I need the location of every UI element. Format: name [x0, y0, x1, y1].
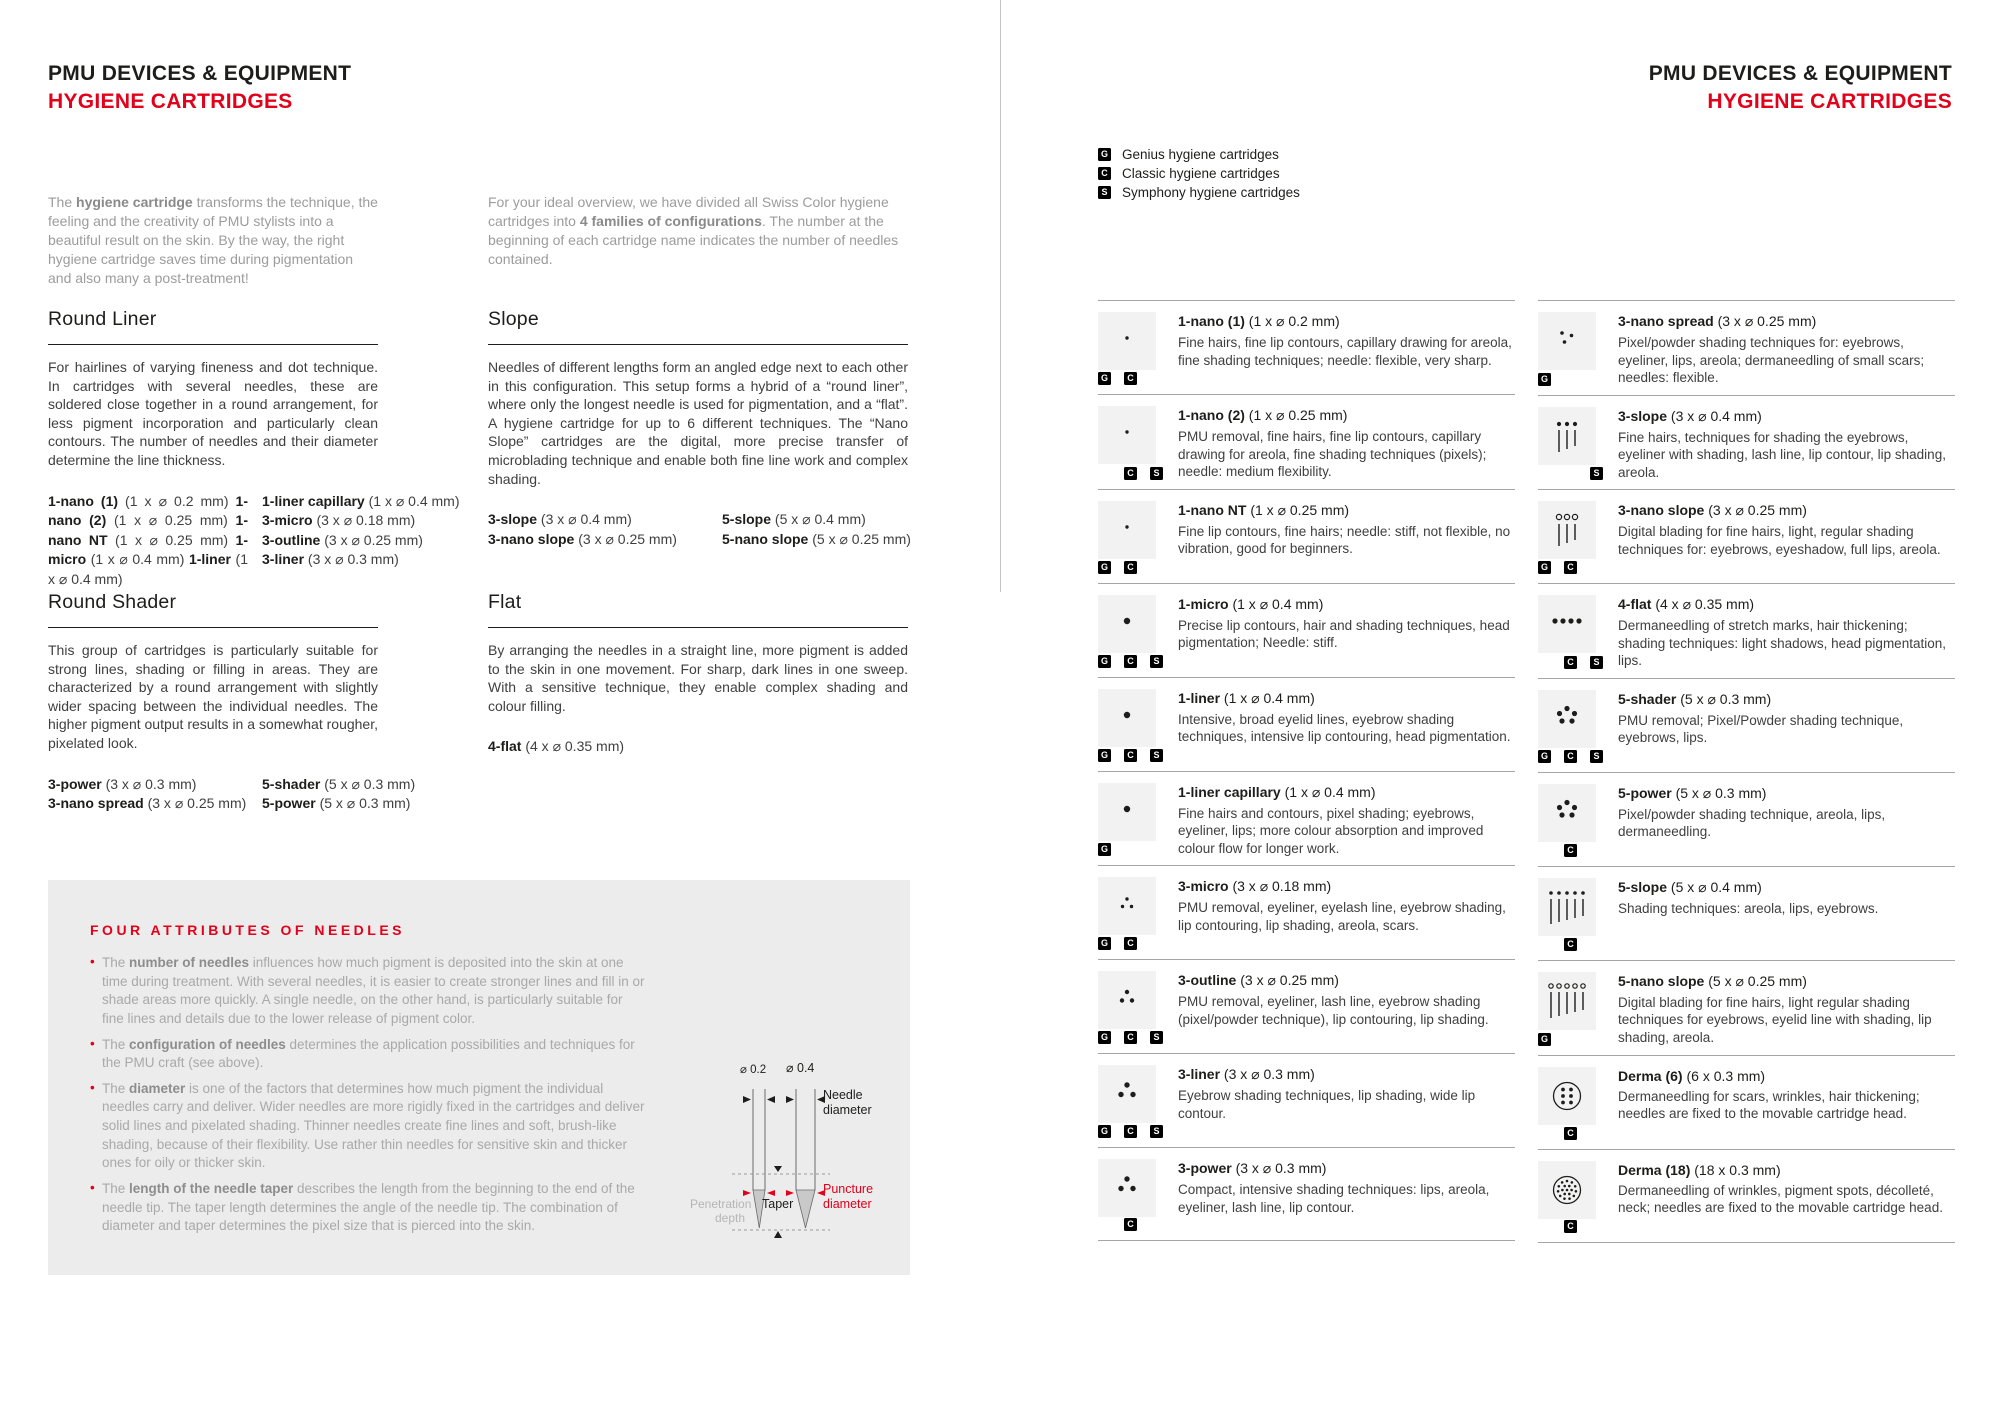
- needle-1-fine-icon: [1098, 312, 1156, 370]
- needle-5-nano-slope-icon: [1538, 972, 1596, 1030]
- cartridge-list-col-a: [48, 492, 248, 590]
- legend-label: Symphony hygiene cartridges: [1122, 185, 1300, 200]
- family-badges: [1098, 749, 1178, 763]
- cartridge-entry-4-flat: [1538, 583, 1955, 678]
- cartridge-list-col-a: [488, 737, 624, 757]
- badge-s-icon: S: [1590, 750, 1603, 763]
- badge-s-icon: S: [1150, 1031, 1163, 1044]
- entry-description: Precise lip contours, hair and shading techniques, head pigmentation; Needle: stiff.: [1178, 617, 1510, 651]
- entry-text: [1178, 595, 1515, 669]
- cartridge-entry-5-shader: [1538, 678, 1955, 772]
- entry-description: Dermaneedling of wrinkles, pigment spots, décolleté, neck; needles are fixed to the movable cartridge head.: [1618, 1182, 1943, 1216]
- badge-g-icon: G: [1538, 373, 1551, 386]
- section-flat: [488, 591, 908, 814]
- badge-c-icon: C: [1098, 167, 1111, 180]
- entry-text: [1618, 1067, 1955, 1141]
- sections-row-1: [48, 308, 911, 590]
- bullet-marker-icon: •: [90, 1035, 95, 1051]
- badge-c-icon: C: [1124, 561, 1137, 574]
- cartridge-list-col-b: [262, 775, 415, 814]
- family-badges: [1538, 373, 1618, 387]
- legend-row-s: [1098, 183, 1300, 202]
- cartridge-entry-derma-6: [1538, 1055, 1955, 1149]
- section-round-shader: [48, 591, 416, 814]
- badge-c-icon: C: [1564, 1127, 1577, 1140]
- badge-s-icon: S: [1150, 1125, 1163, 1138]
- cartridge-list-col-b: [262, 492, 460, 590]
- entry-name: Derma (6) (6 x 0.3 mm): [1618, 1067, 1766, 1084]
- family-badges: [1098, 467, 1178, 481]
- entry-description: Pixel/powder shading techniques for: eyebrows, eyeliner, lips, areola; dermaneedling of small scars; needles: flexible.: [1618, 335, 1925, 386]
- entry-description: Digital blading for fine hairs, light regular shading techniques for eyebrows, eyelid line with shading, lip shading, areola.: [1618, 994, 1932, 1046]
- cartridge-list: [48, 492, 460, 590]
- section-body: For hairlines of varying fineness and dot technique. In cartridges with several needles, these are soldered close together in a round arrangement, for less pigment incorporation and particularly clean contours. The number of needles and their diameter determine the line thickness.: [48, 359, 378, 469]
- cartridge-item: 3-micro (3 x ⌀ 0.18 mm): [262, 512, 416, 529]
- bullet-marker-icon: •: [90, 954, 95, 969]
- entry-text: [1618, 312, 1955, 387]
- cartridge-entry-3-micro: [1098, 865, 1515, 959]
- entry-text: [1178, 1159, 1515, 1232]
- entry-name: 1-liner (1 x ⌀ 0.4 mm): [1178, 689, 1315, 706]
- entry-icon-and-badges: [1538, 1161, 1618, 1234]
- page-subtitle: HYGIENE CARTRIDGES: [48, 90, 293, 113]
- entry-description: Fine hairs, techniques for shading the eyebrows, eyeliner with shading, lash line, lip contour, lip shading, areola.: [1618, 429, 1946, 480]
- needle-5-cluster-icon: [1538, 690, 1596, 748]
- cartridge-entry-3-nano-spread: [1538, 300, 1955, 395]
- badge-c-icon: C: [1564, 938, 1577, 951]
- family-badges: [1538, 844, 1618, 858]
- taper-label: Taper: [762, 1197, 794, 1211]
- section-rule: [48, 627, 378, 628]
- family-badges: [1538, 467, 1618, 481]
- section-title: Slope: [488, 308, 539, 330]
- entry-icon-and-badges: [1538, 407, 1618, 482]
- family-badges: [1538, 656, 1618, 670]
- badge-s-icon: S: [1098, 186, 1111, 199]
- needle-3-nano-slope-icon: [1538, 501, 1596, 559]
- family-badges: [1098, 1218, 1178, 1232]
- entry-icon-and-badges: [1538, 878, 1618, 952]
- needle-5-cluster-icon: [1538, 784, 1596, 842]
- attributes-bullet-list: [48, 954, 646, 1236]
- family-badges: [1538, 750, 1618, 764]
- entry-text: [1618, 972, 1955, 1047]
- entry-icon-and-badges: [1098, 689, 1178, 763]
- derma-6-icon: [1538, 1067, 1596, 1125]
- section-body: Needles of different lengths form an angled edge next to each other in this configuration. This setup forms a hybrid of a “round liner”, where only the longest needle is used for pigmentation, and a “flat”. A hygiene cartridge for up to 6 different techniques. The “Nano Slope” cartridges are the digital, more precise transfer of microblading technique and enable both fine line work and complex shading.: [488, 359, 908, 487]
- sections-row-2: [48, 591, 908, 814]
- entry-description: PMU removal; Pixel/Powder shading technique, eyebrows, lips.: [1618, 712, 1904, 746]
- badge-g-icon: G: [1098, 749, 1111, 762]
- section-body: This group of cartridges is particularly suitable for strong lines, shading or filling in areas. They are characterized by a round arrangement with slightly wider spacing between the individual needles. The higher pigment output results in a somewhat rougher, pixelated look.: [48, 642, 378, 752]
- cartridge-entry-3-power: [1098, 1147, 1515, 1241]
- entry-text: [1618, 784, 1955, 858]
- badge-g-icon: G: [1098, 843, 1111, 856]
- cartridge-item: 1-liner (1 x ⌀ 0.4 mm): [48, 551, 248, 588]
- cartridge-entry-3-slope: [1538, 395, 1955, 490]
- section-slope: [488, 308, 911, 590]
- legend-label: Genius hygiene cartridges: [1122, 147, 1279, 162]
- entry-text: [1618, 407, 1955, 482]
- badge-c-icon: C: [1564, 1220, 1577, 1233]
- badge-s-icon: S: [1150, 749, 1163, 762]
- entry-name: 3-slope (3 x ⌀ 0.4 mm): [1618, 407, 1762, 424]
- cartridge-item: 3-nano spread (3 x ⌀ 0.25 mm): [48, 795, 247, 812]
- entry-name: 3-nano slope (3 x ⌀ 0.25 mm): [1618, 502, 1807, 519]
- needle-3-icon: [1098, 1159, 1156, 1217]
- entry-text: [1618, 501, 1955, 575]
- cartridge-item: 1-micro (1 x ⌀ 0.4 mm): [48, 531, 248, 568]
- cartridge-entry-1-liner-capillary: [1098, 771, 1515, 866]
- cartridge-entry-1-nano-nt: [1098, 489, 1515, 583]
- badge-c-icon: C: [1564, 656, 1577, 669]
- four-attributes-box: [48, 880, 910, 1275]
- family-badges: [1098, 655, 1178, 669]
- intro-paragraph-2: For your ideal overview, we have divided all Swiss Color hygiene cartridges into 4 families of configurations. The number at the beginning of each cartridge name indicates the number of needles contained.: [488, 194, 899, 268]
- section-rule: [48, 344, 378, 345]
- cartridge-entry-1-nano-1: [1098, 300, 1515, 394]
- badge-s-icon: S: [1590, 467, 1603, 480]
- cartridge-item: 3-liner (3 x ⌀ 0.3 mm): [262, 551, 399, 568]
- cartridge-item: 1-liner capillary (1 x ⌀ 0.4 mm): [262, 492, 460, 509]
- entry-description: Dermaneedling of stretch marks, hair thickening; shading techniques: light shadows, head pigmentation, lips.: [1618, 618, 1946, 669]
- needle-taper-diagram: [690, 1052, 910, 1272]
- badge-g-icon: G: [1098, 148, 1111, 161]
- family-badges: [1098, 1125, 1178, 1139]
- attribute-bullet: • The configuration of needles determines the application possibilities and techniques for the PMU craft (see above).: [90, 1035, 635, 1071]
- entry-description: PMU removal, eyeliner, lash line, eyebrow shading (pixel/powder technique), lip contouring, lip shading.: [1178, 994, 1489, 1027]
- cartridge-item: 3-outline (3 x ⌀ 0.25 mm): [262, 531, 423, 548]
- entry-name: 1-liner capillary (1 x ⌀ 0.4 mm): [1178, 783, 1376, 800]
- entry-name: 1-micro (1 x ⌀ 0.4 mm): [1178, 595, 1324, 612]
- entry-name: 3-power (3 x ⌀ 0.3 mm): [1178, 1160, 1327, 1177]
- badge-g-icon: G: [1098, 372, 1111, 385]
- cartridge-item: 1-nano (1) (1 x ⌀ 0.2 mm): [48, 492, 229, 509]
- attribute-bullet: • The length of the needle taper describes the length from the beginning to the end of the needle tip. The taper length determines the angle of the needle tip. The combination of diameter and taper determines the pixel size that is pierced into the skin.: [90, 1179, 635, 1234]
- legend-row-g: [1098, 145, 1300, 164]
- needle-3-slope-icon: [1538, 407, 1596, 465]
- entry-icon-and-badges: [1098, 783, 1178, 858]
- cartridge-entry-3-liner: [1098, 1053, 1515, 1147]
- entry-icon-and-badges: [1098, 877, 1178, 951]
- derma-18-icon: [1538, 1161, 1596, 1219]
- intro-paragraph-1: The hygiene cartridge transforms the technique, the feeling and the creativity of PMU stylists into a beautiful result on the skin. By the way, the right hygiene cartridge saves time during pigmentation and also many a post-treatment!: [48, 194, 378, 287]
- legend-row-c: [1098, 164, 1300, 183]
- entry-icon-and-badges: [1098, 971, 1178, 1045]
- badge-s-icon: S: [1590, 656, 1603, 669]
- catalog-column-left: [1098, 300, 1515, 1243]
- needle-diagram-drawing: [690, 1052, 910, 1272]
- attributes-box-title: FOUR ATTRIBUTES OF NEEDLES: [90, 922, 405, 938]
- badge-c-icon: C: [1124, 937, 1137, 950]
- legend-label: Classic hygiene cartridges: [1122, 166, 1280, 181]
- badge-g-icon: G: [1098, 1031, 1111, 1044]
- entry-icon-and-badges: [1538, 595, 1618, 670]
- cartridge-item: 3-slope (3 x ⌀ 0.4 mm): [488, 511, 632, 528]
- page-right-header: [1649, 62, 1952, 114]
- entry-name: 3-nano spread (3 x ⌀ 0.25 mm): [1618, 313, 1817, 329]
- cartridge-list-col-a: [488, 510, 708, 549]
- diameter-04-label: ⌀ 0.4: [786, 1061, 815, 1075]
- entry-text: [1178, 783, 1515, 858]
- needle-3-small-icon: [1098, 971, 1156, 1029]
- badge-g-icon: G: [1538, 1033, 1551, 1046]
- entry-description: Fine hairs and contours, pixel shading; eyebrows, eyeliner, lips; more colour absorption and improved colour flow for longer work.: [1178, 805, 1484, 856]
- section-round-liner: [48, 308, 460, 590]
- entry-text: [1178, 312, 1515, 386]
- puncture-diameter-label: Puncture diameter: [823, 1182, 874, 1211]
- entry-name: 3-micro (3 x ⌀ 0.18 mm): [1178, 878, 1332, 895]
- entry-description: Compact, intensive shading techniques: lips, areola, eyeliner, lash line, lip contour.: [1178, 1182, 1490, 1215]
- entry-name: 3-outline (3 x ⌀ 0.25 mm): [1178, 972, 1339, 989]
- entry-icon-and-badges: [1098, 406, 1178, 481]
- section-title: Round Liner: [48, 308, 157, 330]
- section-title: Flat: [488, 591, 522, 613]
- entry-text: [1178, 1065, 1515, 1139]
- entry-name: 5-slope (5 x ⌀ 0.4 mm): [1618, 878, 1762, 895]
- family-badges: [1538, 1220, 1618, 1234]
- entry-description: Shading techniques: areola, lips, eyebrows.: [1618, 900, 1879, 916]
- entry-icon-and-badges: [1538, 312, 1618, 387]
- penetration-depth-label: Penetration depth: [690, 1197, 752, 1226]
- diameter-02-label: ⌀ 0.2: [740, 1064, 767, 1076]
- badge-g-icon: G: [1098, 655, 1111, 668]
- badge-c-icon: C: [1124, 372, 1137, 385]
- needle-diameter-label: Needle diameter: [823, 1088, 872, 1117]
- entry-icon-and-badges: [1538, 972, 1618, 1047]
- entry-text: [1178, 877, 1515, 951]
- entry-icon-and-badges: [1098, 1065, 1178, 1139]
- catalog-column-right: [1538, 300, 1955, 1243]
- cartridge-item: 4-flat (4 x ⌀ 0.35 mm): [488, 738, 625, 755]
- family-badges: [1098, 561, 1178, 575]
- page-gutter-divider: [1000, 0, 1001, 592]
- entry-name: 5-nano slope (5 x ⌀ 0.25 mm): [1618, 972, 1807, 989]
- attribute-bullet: • The diameter is one of the factors that determines how much pigment the individual needles carry and deliver. Wider needles are more rigidly fixed in the cartridges and deliver solid lines and pixelated shading. Thinner needles create fine lines and soft, brush-like shading, because of their flexibility. Use rather thin needles for sensitive skin and thicker ones for oily or thicker skin.: [90, 1079, 645, 1171]
- badge-c-icon: C: [1124, 1031, 1137, 1044]
- entry-name: 5-shader (5 x ⌀ 0.3 mm): [1618, 690, 1772, 707]
- intro-paragraphs: [48, 193, 908, 288]
- entry-name: Derma (18) (18 x 0.3 mm): [1618, 1161, 1781, 1178]
- entry-text: [1178, 689, 1515, 763]
- cartridge-list: [48, 775, 416, 814]
- entry-text: [1618, 1161, 1955, 1234]
- entry-name: 1-nano (2) (1 x ⌀ 0.25 mm): [1178, 407, 1348, 423]
- entry-description: Fine lip contours, fine hairs; needle: stiff, not flexible, no vibration, good for beginners.: [1178, 523, 1511, 557]
- family-badges: [1098, 1031, 1178, 1045]
- cartridge-item: 5-nano slope (5 x ⌀ 0.25 mm): [722, 530, 911, 547]
- cartridge-item: 5-power (5 x ⌀ 0.3 mm): [262, 795, 411, 812]
- entry-description: Pixel/powder shading technique, areola, lips, dermaneedling.: [1618, 806, 1886, 840]
- badge-g-icon: G: [1098, 1125, 1111, 1138]
- bullet-marker-icon: •: [90, 1079, 95, 1095]
- entry-name: 3-liner (3 x ⌀ 0.3 mm): [1178, 1066, 1315, 1083]
- entry-icon-and-badges: [1098, 1159, 1178, 1232]
- cartridge-item: 5-shader (5 x ⌀ 0.3 mm): [262, 775, 416, 792]
- cartridge-entry-5-slope: [1538, 866, 1955, 960]
- needle-1-fine-icon: [1098, 501, 1156, 559]
- family-badges: [1538, 1127, 1618, 1141]
- cartridge-list-col-b: [722, 510, 911, 549]
- cartridge-item: 5-slope (5 x ⌀ 0.4 mm): [722, 511, 866, 528]
- entry-name: 1-nano (1) (1 x ⌀ 0.2 mm): [1178, 313, 1340, 329]
- badge-c-icon: C: [1564, 561, 1577, 574]
- badge-c-icon: C: [1124, 467, 1137, 480]
- needle-1-icon: [1098, 689, 1156, 747]
- page-title: PMU DEVICES & EQUIPMENT: [1648, 62, 1952, 85]
- section-title: Round Shader: [48, 591, 177, 613]
- section-rule: [488, 627, 908, 628]
- entry-text: [1618, 595, 1955, 670]
- entry-text: [1618, 690, 1955, 764]
- cartridge-list-col-a: [48, 775, 248, 814]
- badge-c-icon: C: [1124, 1125, 1137, 1138]
- needle-3-icon: [1098, 1065, 1156, 1123]
- entry-text: [1178, 501, 1515, 575]
- cartridge-item: 3-power (3 x ⌀ 0.3 mm): [48, 775, 197, 792]
- badge-g-icon: G: [1538, 750, 1551, 763]
- page-title: PMU DEVICES & EQUIPMENT: [48, 62, 352, 85]
- needle-4-flat-icon: [1538, 595, 1596, 653]
- section-body: By arranging the needles in a straight line, more pigment is added to the skin in one movement. For sharp, dark lines in one sweep. With a sensitive technique, they enable complex shading and colour filling.: [488, 642, 908, 714]
- entry-icon-and-badges: [1538, 1067, 1618, 1141]
- page-right: [1000, 0, 2000, 1414]
- cartridge-entry-1-nano-2: [1098, 394, 1515, 489]
- badge-g-icon: G: [1098, 937, 1111, 950]
- attribute-bullet: • The number of needles influences how much pigment is deposited into the skin at one time during treatment. With several needles, it is easier to create stronger lines and fill in or shade areas more quickly. A single needle, on the other hand, is particularly suitable for fine lines and details due to the lower release of pigment color.: [90, 954, 645, 1026]
- badge-c-icon: C: [1124, 655, 1137, 668]
- entry-icon-and-badges: [1538, 690, 1618, 764]
- badge-s-icon: S: [1150, 655, 1163, 668]
- cartridge-entry-1-liner: [1098, 677, 1515, 771]
- needle-3-spread-icon: [1538, 312, 1596, 370]
- entry-description: Digital blading for fine hairs, light, regular shading techniques for: eyebrows, eyeshadow, full lips, areola.: [1618, 524, 1941, 557]
- entry-name: 4-flat (4 x ⌀ 0.35 mm): [1618, 596, 1755, 613]
- cartridge-list: [488, 510, 911, 549]
- entry-icon-and-badges: [1538, 784, 1618, 858]
- cartridge-entry-derma-18: [1538, 1149, 1955, 1243]
- badge-c-icon: C: [1124, 749, 1137, 762]
- cartridge-entry-5-nano-slope: [1538, 960, 1955, 1055]
- cartridge-item: 3-nano slope (3 x ⌀ 0.25 mm): [488, 530, 677, 547]
- family-badges: [1098, 843, 1178, 857]
- needle-1-icon: [1098, 595, 1156, 653]
- needle-3-fine-icon: [1098, 877, 1156, 935]
- cartridge-catalog-table: [1098, 300, 1955, 1243]
- entry-icon-and-badges: [1098, 595, 1178, 669]
- cartridge-entry-5-power: [1538, 772, 1955, 866]
- entry-icon-and-badges: [1538, 501, 1618, 575]
- cartridge-list: [488, 737, 908, 757]
- cartridge-entry-3-nano-slope: [1538, 489, 1955, 583]
- entry-description: Eyebrow shading techniques, lip shading, wide lip contour.: [1178, 1088, 1476, 1121]
- entry-description: Fine hairs, fine lip contours, capillary drawing for areola, fine shading techniques; needle: flexible, very sharp.: [1178, 335, 1512, 368]
- needle-1-fine-icon: [1098, 406, 1156, 464]
- entry-icon-and-badges: [1098, 501, 1178, 575]
- page-left-header: [48, 62, 351, 114]
- entry-text: [1178, 971, 1515, 1045]
- entry-name: 5-power (5 x ⌀ 0.3 mm): [1618, 784, 1767, 801]
- cartridge-entry-1-micro: [1098, 583, 1515, 677]
- entry-text: [1178, 406, 1515, 481]
- badge-s-icon: S: [1150, 467, 1163, 480]
- needle-5-slope-icon: [1538, 878, 1596, 936]
- family-badges: [1098, 937, 1178, 951]
- page-subtitle: HYGIENE CARTRIDGES: [1707, 90, 1952, 113]
- badge-c-icon: C: [1564, 750, 1577, 763]
- badge-c-icon: C: [1124, 1218, 1137, 1231]
- entry-text: [1618, 878, 1955, 952]
- entry-name: 1-nano NT (1 x ⌀ 0.25 mm): [1178, 501, 1350, 518]
- entry-description: Dermaneedling for scars, wrinkles, hair thickening; needles are fixed to the movable cartridge head.: [1618, 1088, 1920, 1122]
- entry-description: PMU removal, eyeliner, eyelash line, eyebrow shading, lip contouring, lip shading, areola, scars.: [1178, 900, 1506, 933]
- badge-g-icon: G: [1098, 561, 1111, 574]
- entry-icon-and-badges: [1098, 312, 1178, 386]
- family-badges: [1538, 938, 1618, 952]
- bullet-marker-icon: •: [90, 1179, 95, 1195]
- family-badges: [1538, 1033, 1618, 1047]
- badge-c-icon: C: [1564, 844, 1577, 857]
- entry-description: PMU removal, fine hairs, fine lip contours, capillary drawing for areola, fine shading techniques (pixels); needle: medium flexibility.: [1178, 429, 1487, 480]
- family-badges: [1098, 372, 1178, 386]
- family-badges: [1538, 561, 1618, 575]
- entry-description: Intensive, broad eyelid lines, eyebrow shading techniques, intensive lip contouring, head pigmentation.: [1178, 711, 1511, 745]
- cartridge-entry-3-outline: [1098, 959, 1515, 1053]
- section-rule: [488, 344, 908, 345]
- cartridge-item: 1-nano NT (1 x ⌀ 0.25 mm): [48, 512, 248, 548]
- needle-1-icon: [1098, 783, 1156, 841]
- badge-g-icon: G: [1538, 561, 1551, 574]
- cartridge-item: 1-nano (2) (1 x ⌀ 0.25 mm): [48, 492, 248, 529]
- family-legend: [1098, 145, 1300, 202]
